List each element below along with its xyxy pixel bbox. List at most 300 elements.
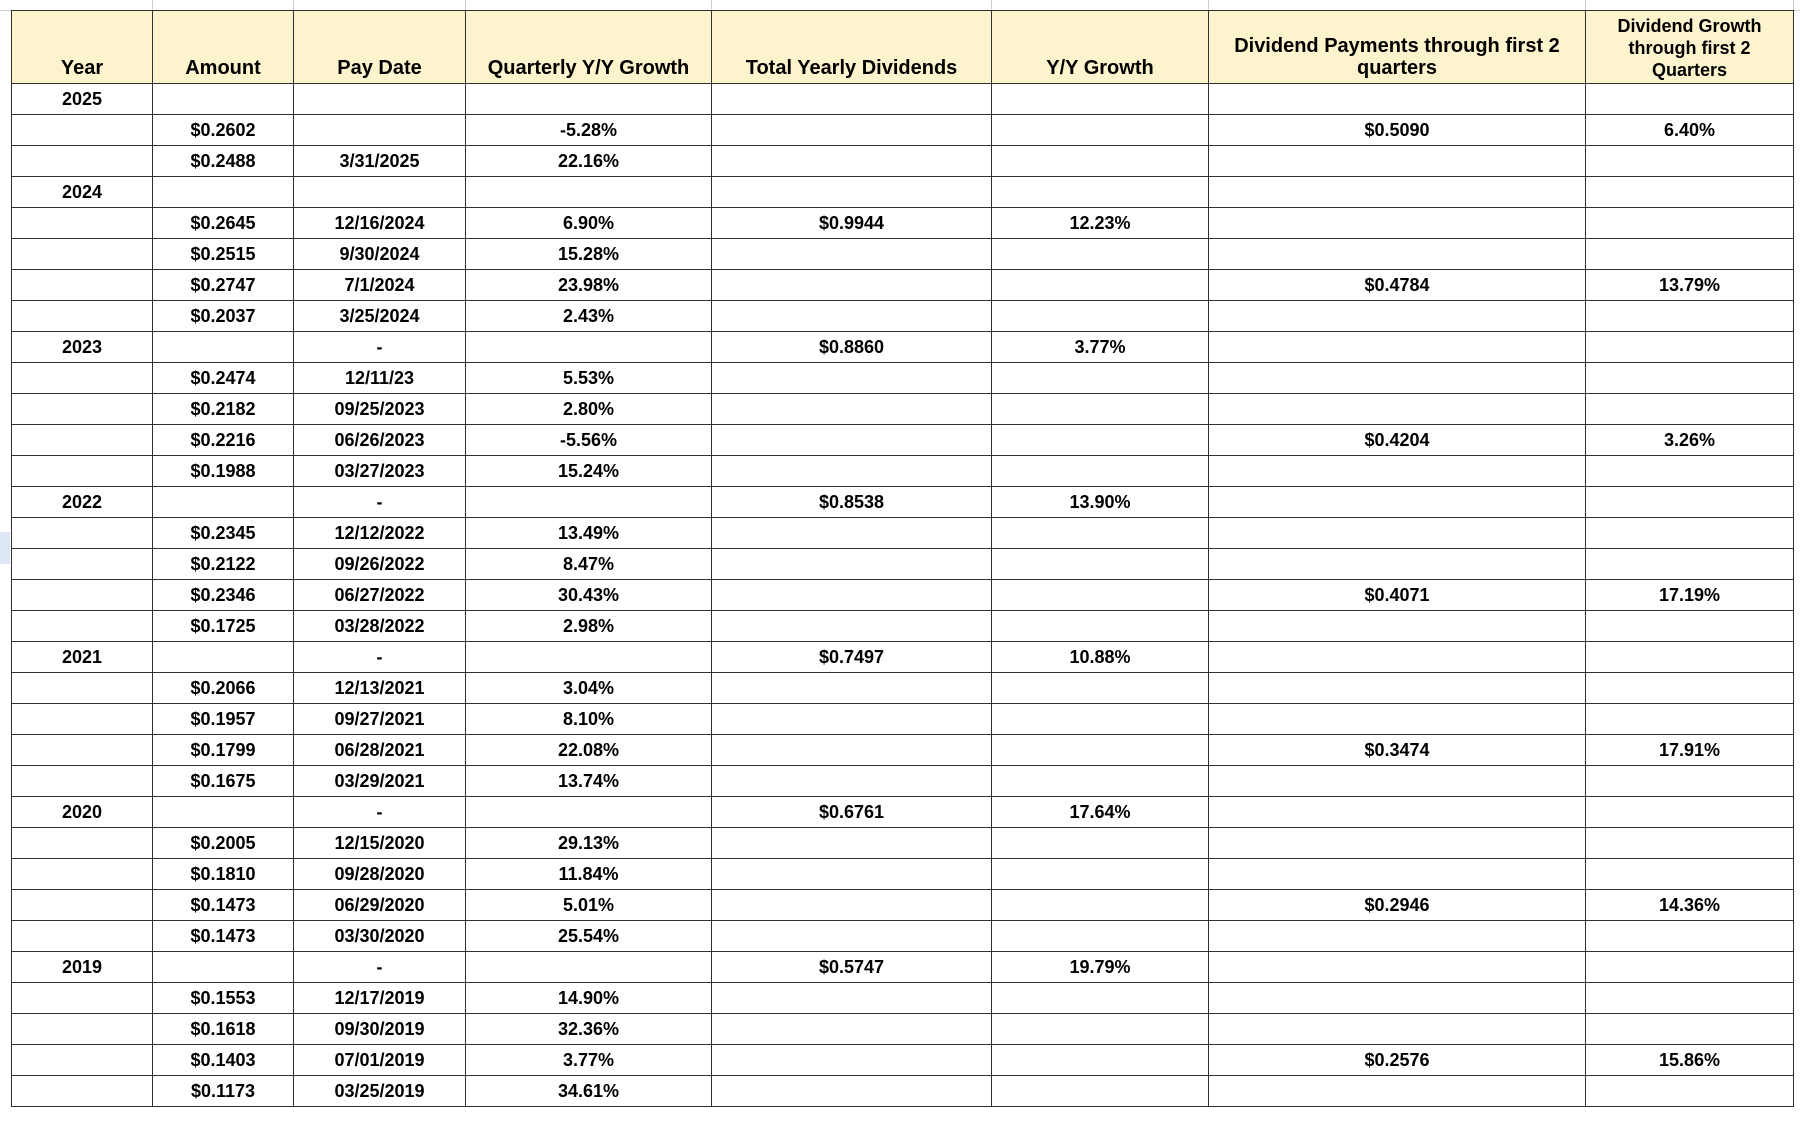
- cell-first2-payments[interactable]: [1209, 332, 1586, 363]
- cell-total-yearly-dividends[interactable]: [712, 363, 992, 394]
- header-amount[interactable]: Amount: [153, 11, 294, 84]
- cell-quarterly-growth[interactable]: [466, 332, 712, 363]
- cell-amount[interactable]: $0.1173: [153, 1076, 294, 1107]
- cell-first2-payments[interactable]: [1209, 921, 1586, 952]
- cell-quarterly-growth[interactable]: 2.43%: [466, 301, 712, 332]
- cell-yy-growth[interactable]: [992, 239, 1209, 270]
- cell-year[interactable]: [12, 425, 153, 456]
- table-row: [12, 115, 1794, 146]
- cell-first2-growth[interactable]: [1586, 177, 1794, 208]
- table-row: [12, 828, 1794, 859]
- cell-first2-payments[interactable]: [1209, 84, 1586, 115]
- cell-amount[interactable]: $0.1799: [153, 735, 294, 766]
- cell-quarterly-growth[interactable]: [466, 177, 712, 208]
- cell-first2-payments[interactable]: [1209, 673, 1586, 704]
- cell-quarterly-growth[interactable]: 30.43%: [466, 580, 712, 611]
- cell-yy-growth[interactable]: 13.90%: [992, 487, 1209, 518]
- cell-amount[interactable]: [153, 642, 294, 673]
- cell-total-yearly-dividends[interactable]: [712, 859, 992, 890]
- cell-first2-growth[interactable]: [1586, 642, 1794, 673]
- cell-yy-growth[interactable]: [992, 270, 1209, 301]
- cell-pay-date[interactable]: 06/28/2021: [294, 735, 466, 766]
- cell-yy-growth[interactable]: [992, 859, 1209, 890]
- cell-first2-payments[interactable]: [1209, 704, 1586, 735]
- cell-first2-payments[interactable]: $0.5090: [1209, 115, 1586, 146]
- table-row: [12, 673, 1794, 704]
- cell-yy-growth[interactable]: [992, 518, 1209, 549]
- cell-first2-growth[interactable]: [1586, 1076, 1794, 1107]
- column-divider: [465, 0, 466, 10]
- cell-pay-date[interactable]: 07/01/2019: [294, 1045, 466, 1076]
- cell-amount[interactable]: $0.1988: [153, 456, 294, 487]
- cell-year[interactable]: [12, 208, 153, 239]
- cell-first2-payments[interactable]: [1209, 177, 1586, 208]
- table-row: [12, 363, 1794, 394]
- cell-amount[interactable]: [153, 84, 294, 115]
- cell-amount[interactable]: $0.2474: [153, 363, 294, 394]
- table-row: [12, 487, 1794, 518]
- cell-year[interactable]: [12, 673, 153, 704]
- cell-pay-date[interactable]: 7/1/2024: [294, 270, 466, 301]
- cell-year[interactable]: [12, 270, 153, 301]
- table-row: [12, 270, 1794, 301]
- cell-pay-date[interactable]: -: [294, 797, 466, 828]
- cell-first2-growth[interactable]: [1586, 952, 1794, 983]
- cell-quarterly-growth[interactable]: [466, 642, 712, 673]
- cell-first2-growth[interactable]: [1586, 859, 1794, 890]
- cell-yy-growth[interactable]: 19.79%: [992, 952, 1209, 983]
- cell-total-yearly-dividends[interactable]: $0.9944: [712, 208, 992, 239]
- cell-yy-growth[interactable]: [992, 177, 1209, 208]
- cell-first2-growth[interactable]: 17.19%: [1586, 580, 1794, 611]
- cell-amount[interactable]: $0.2122: [153, 549, 294, 580]
- cell-year[interactable]: 2022: [12, 487, 153, 518]
- cell-first2-payments[interactable]: [1209, 983, 1586, 1014]
- cell-first2-payments[interactable]: [1209, 456, 1586, 487]
- cell-first2-growth[interactable]: 6.40%: [1586, 115, 1794, 146]
- cell-year[interactable]: [12, 518, 153, 549]
- table-row: [12, 580, 1794, 611]
- cell-year[interactable]: [12, 1076, 153, 1107]
- cell-yy-growth[interactable]: [992, 456, 1209, 487]
- cell-amount[interactable]: $0.2216: [153, 425, 294, 456]
- cell-pay-date[interactable]: 12/11/23: [294, 363, 466, 394]
- header-quarterly-growth[interactable]: Quarterly Y/Y Growth: [466, 11, 712, 84]
- cell-quarterly-growth[interactable]: 5.01%: [466, 890, 712, 921]
- cell-total-yearly-dividends[interactable]: [712, 177, 992, 208]
- cell-year[interactable]: [12, 828, 153, 859]
- cell-pay-date[interactable]: 3/31/2025: [294, 146, 466, 177]
- cell-total-yearly-dividends[interactable]: [712, 828, 992, 859]
- cell-first2-payments[interactable]: [1209, 642, 1586, 673]
- table-row: [12, 1076, 1794, 1107]
- cell-first2-growth[interactable]: [1586, 487, 1794, 518]
- cell-amount[interactable]: $0.2037: [153, 301, 294, 332]
- cell-yy-growth[interactable]: [992, 735, 1209, 766]
- cell-amount[interactable]: $0.2515: [153, 239, 294, 270]
- cell-amount[interactable]: $0.2345: [153, 518, 294, 549]
- cell-total-yearly-dividends[interactable]: [712, 766, 992, 797]
- cell-quarterly-growth[interactable]: 22.16%: [466, 146, 712, 177]
- header-first2-growth[interactable]: Dividend Growth through first 2 Quarters: [1586, 11, 1794, 84]
- cell-yy-growth[interactable]: 12.23%: [992, 208, 1209, 239]
- cell-year[interactable]: [12, 735, 153, 766]
- cell-amount[interactable]: $0.1725: [153, 611, 294, 642]
- cell-pay-date[interactable]: 3/25/2024: [294, 301, 466, 332]
- cell-pay-date[interactable]: 09/30/2019: [294, 1014, 466, 1045]
- cell-pay-date[interactable]: 03/27/2023: [294, 456, 466, 487]
- cell-pay-date[interactable]: 09/26/2022: [294, 549, 466, 580]
- cell-quarterly-growth[interactable]: 22.08%: [466, 735, 712, 766]
- cell-quarterly-growth[interactable]: 29.13%: [466, 828, 712, 859]
- column-divider: [1793, 0, 1794, 10]
- header-year[interactable]: Year: [12, 11, 153, 84]
- cell-yy-growth[interactable]: 3.77%: [992, 332, 1209, 363]
- cell-yy-growth[interactable]: [992, 983, 1209, 1014]
- table-row: [12, 239, 1794, 270]
- cell-quarterly-growth[interactable]: 8.47%: [466, 549, 712, 580]
- cell-first2-payments[interactable]: $0.2576: [1209, 1045, 1586, 1076]
- cell-amount[interactable]: $0.2645: [153, 208, 294, 239]
- table-row: [12, 983, 1794, 1014]
- cell-year[interactable]: 2025: [12, 84, 153, 115]
- table-row: [12, 611, 1794, 642]
- cell-quarterly-growth[interactable]: -5.56%: [466, 425, 712, 456]
- cell-amount[interactable]: $0.1403: [153, 1045, 294, 1076]
- cell-first2-growth[interactable]: [1586, 518, 1794, 549]
- cell-amount[interactable]: $0.1473: [153, 921, 294, 952]
- cell-first2-payments[interactable]: [1209, 797, 1586, 828]
- cell-year[interactable]: 2019: [12, 952, 153, 983]
- dividend-table: [11, 10, 1794, 1107]
- cell-yy-growth[interactable]: [992, 115, 1209, 146]
- cell-pay-date[interactable]: 12/15/2020: [294, 828, 466, 859]
- cell-first2-growth[interactable]: 13.79%: [1586, 270, 1794, 301]
- cell-year[interactable]: 2024: [12, 177, 153, 208]
- cell-pay-date[interactable]: 03/28/2022: [294, 611, 466, 642]
- cell-yy-growth[interactable]: [992, 890, 1209, 921]
- cell-total-yearly-dividends[interactable]: [712, 983, 992, 1014]
- cell-first2-payments[interactable]: [1209, 828, 1586, 859]
- cell-pay-date[interactable]: 06/27/2022: [294, 580, 466, 611]
- table-row: [12, 208, 1794, 239]
- cell-pay-date[interactable]: 09/25/2023: [294, 394, 466, 425]
- cell-amount[interactable]: [153, 177, 294, 208]
- column-divider: [152, 0, 153, 10]
- cell-pay-date[interactable]: 12/12/2022: [294, 518, 466, 549]
- column-divider: [1208, 0, 1209, 10]
- cell-first2-growth[interactable]: [1586, 549, 1794, 580]
- cell-amount[interactable]: [153, 332, 294, 363]
- cell-quarterly-growth[interactable]: 13.49%: [466, 518, 712, 549]
- cell-first2-payments[interactable]: [1209, 611, 1586, 642]
- cell-year[interactable]: [12, 921, 153, 952]
- cell-amount[interactable]: $0.2182: [153, 394, 294, 425]
- cell-amount[interactable]: [153, 952, 294, 983]
- row-header-selection-marker[interactable]: [0, 532, 10, 564]
- cell-pay-date[interactable]: [294, 115, 466, 146]
- cell-first2-payments[interactable]: [1209, 1014, 1586, 1045]
- cell-yy-growth[interactable]: [992, 921, 1209, 952]
- cell-year[interactable]: [12, 115, 153, 146]
- cell-first2-payments[interactable]: $0.2946: [1209, 890, 1586, 921]
- cell-first2-growth[interactable]: [1586, 146, 1794, 177]
- cell-total-yearly-dividends[interactable]: [712, 146, 992, 177]
- cell-quarterly-growth[interactable]: 3.04%: [466, 673, 712, 704]
- cell-pay-date[interactable]: 9/30/2024: [294, 239, 466, 270]
- column-divider: [1585, 0, 1586, 10]
- cell-total-yearly-dividends[interactable]: [712, 425, 992, 456]
- cell-quarterly-growth[interactable]: 11.84%: [466, 859, 712, 890]
- cell-amount[interactable]: $0.2488: [153, 146, 294, 177]
- cell-first2-growth[interactable]: [1586, 363, 1794, 394]
- cell-amount[interactable]: $0.2346: [153, 580, 294, 611]
- cell-pay-date[interactable]: 06/26/2023: [294, 425, 466, 456]
- cell-yy-growth[interactable]: [992, 1014, 1209, 1045]
- cell-first2-growth[interactable]: [1586, 84, 1794, 115]
- column-divider: [293, 0, 294, 10]
- cell-first2-payments[interactable]: [1209, 518, 1586, 549]
- cell-first2-growth[interactable]: [1586, 797, 1794, 828]
- cell-year[interactable]: [12, 394, 153, 425]
- cell-pay-date[interactable]: 12/17/2019: [294, 983, 466, 1014]
- cell-quarterly-growth[interactable]: 25.54%: [466, 921, 712, 952]
- cell-first2-growth[interactable]: [1586, 394, 1794, 425]
- cell-quarterly-growth[interactable]: 14.90%: [466, 983, 712, 1014]
- cell-quarterly-growth[interactable]: 2.80%: [466, 394, 712, 425]
- cell-year[interactable]: [12, 859, 153, 890]
- cell-amount[interactable]: $0.1810: [153, 859, 294, 890]
- cell-pay-date[interactable]: -: [294, 952, 466, 983]
- cell-year[interactable]: [12, 1045, 153, 1076]
- cell-yy-growth[interactable]: [992, 549, 1209, 580]
- cell-quarterly-growth[interactable]: 5.53%: [466, 363, 712, 394]
- cell-first2-growth[interactable]: [1586, 208, 1794, 239]
- cell-pay-date[interactable]: 03/30/2020: [294, 921, 466, 952]
- cell-amount[interactable]: $0.2066: [153, 673, 294, 704]
- cell-yy-growth[interactable]: 17.64%: [992, 797, 1209, 828]
- cell-total-yearly-dividends[interactable]: $0.5747: [712, 952, 992, 983]
- cell-year[interactable]: [12, 704, 153, 735]
- cell-total-yearly-dividends[interactable]: [712, 580, 992, 611]
- cell-first2-payments[interactable]: [1209, 1076, 1586, 1107]
- cell-quarterly-growth[interactable]: 34.61%: [466, 1076, 712, 1107]
- cell-year[interactable]: 2023: [12, 332, 153, 363]
- cell-first2-payments[interactable]: [1209, 952, 1586, 983]
- cell-yy-growth[interactable]: [992, 425, 1209, 456]
- header-yy-growth[interactable]: Y/Y Growth: [992, 11, 1209, 84]
- cell-amount[interactable]: $0.1957: [153, 704, 294, 735]
- cell-total-yearly-dividends[interactable]: [712, 1076, 992, 1107]
- cell-yy-growth[interactable]: 10.88%: [992, 642, 1209, 673]
- cell-first2-growth[interactable]: 17.91%: [1586, 735, 1794, 766]
- cell-total-yearly-dividends[interactable]: [712, 84, 992, 115]
- cell-amount[interactable]: $0.1553: [153, 983, 294, 1014]
- cell-quarterly-growth[interactable]: 3.77%: [466, 1045, 712, 1076]
- cell-pay-date[interactable]: 12/13/2021: [294, 673, 466, 704]
- cell-year[interactable]: [12, 456, 153, 487]
- cell-pay-date[interactable]: 09/27/2021: [294, 704, 466, 735]
- cell-total-yearly-dividends[interactable]: [712, 270, 992, 301]
- cell-pay-date[interactable]: [294, 177, 466, 208]
- header-total-yearly-dividends[interactable]: Total Yearly Dividends: [712, 11, 992, 84]
- cell-first2-growth[interactable]: [1586, 239, 1794, 270]
- cell-amount[interactable]: $0.2005: [153, 828, 294, 859]
- cell-amount[interactable]: $0.1675: [153, 766, 294, 797]
- cell-total-yearly-dividends[interactable]: [712, 735, 992, 766]
- cell-quarterly-growth[interactable]: -5.28%: [466, 115, 712, 146]
- table-row: [12, 456, 1794, 487]
- cell-yy-growth[interactable]: [992, 611, 1209, 642]
- cell-quarterly-growth[interactable]: [466, 487, 712, 518]
- cell-pay-date[interactable]: 03/29/2021: [294, 766, 466, 797]
- cell-yy-growth[interactable]: [992, 363, 1209, 394]
- cell-first2-growth[interactable]: 14.36%: [1586, 890, 1794, 921]
- cell-yy-growth[interactable]: [992, 84, 1209, 115]
- cell-pay-date[interactable]: -: [294, 332, 466, 363]
- table-body: [12, 84, 1794, 1107]
- cell-yy-growth[interactable]: [992, 301, 1209, 332]
- cell-year[interactable]: [12, 301, 153, 332]
- cell-amount[interactable]: $0.1618: [153, 1014, 294, 1045]
- cell-quarterly-growth[interactable]: [466, 952, 712, 983]
- cell-quarterly-growth[interactable]: 15.28%: [466, 239, 712, 270]
- cell-quarterly-growth[interactable]: [466, 797, 712, 828]
- cell-total-yearly-dividends[interactable]: [712, 301, 992, 332]
- cell-year[interactable]: [12, 363, 153, 394]
- cell-first2-payments[interactable]: [1209, 239, 1586, 270]
- cell-yy-growth[interactable]: [992, 704, 1209, 735]
- cell-pay-date[interactable]: [294, 84, 466, 115]
- cell-year[interactable]: [12, 549, 153, 580]
- cell-yy-growth[interactable]: [992, 1045, 1209, 1076]
- cell-total-yearly-dividends[interactable]: $0.8538: [712, 487, 992, 518]
- cell-first2-growth[interactable]: [1586, 301, 1794, 332]
- cell-yy-growth[interactable]: [992, 146, 1209, 177]
- cell-total-yearly-dividends[interactable]: [712, 394, 992, 425]
- cell-first2-growth[interactable]: 15.86%: [1586, 1045, 1794, 1076]
- cell-total-yearly-dividends[interactable]: [712, 518, 992, 549]
- cell-quarterly-growth[interactable]: [466, 84, 712, 115]
- cell-first2-payments[interactable]: $0.4071: [1209, 580, 1586, 611]
- cell-first2-growth[interactable]: [1586, 332, 1794, 363]
- cell-yy-growth[interactable]: [992, 766, 1209, 797]
- cell-total-yearly-dividends[interactable]: [712, 1014, 992, 1045]
- cell-first2-growth[interactable]: [1586, 766, 1794, 797]
- cell-year[interactable]: [12, 611, 153, 642]
- cell-pay-date[interactable]: 09/28/2020: [294, 859, 466, 890]
- cell-quarterly-growth[interactable]: 15.24%: [466, 456, 712, 487]
- cell-first2-payments[interactable]: [1209, 394, 1586, 425]
- cell-total-yearly-dividends[interactable]: [712, 921, 992, 952]
- cell-first2-growth[interactable]: [1586, 704, 1794, 735]
- cell-total-yearly-dividends[interactable]: [712, 1045, 992, 1076]
- cell-total-yearly-dividends[interactable]: $0.8860: [712, 332, 992, 363]
- cell-yy-growth[interactable]: [992, 828, 1209, 859]
- cell-pay-date[interactable]: -: [294, 487, 466, 518]
- cell-year[interactable]: [12, 766, 153, 797]
- cell-first2-payments[interactable]: $0.3474: [1209, 735, 1586, 766]
- cell-first2-growth[interactable]: [1586, 983, 1794, 1014]
- cell-first2-payments[interactable]: [1209, 208, 1586, 239]
- cell-first2-growth[interactable]: [1586, 1014, 1794, 1045]
- cell-amount[interactable]: [153, 797, 294, 828]
- table-row: [12, 146, 1794, 177]
- cell-yy-growth[interactable]: [992, 580, 1209, 611]
- table-row: [12, 518, 1794, 549]
- header-row: [12, 11, 1794, 84]
- cell-quarterly-growth[interactable]: 2.98%: [466, 611, 712, 642]
- cell-first2-payments[interactable]: [1209, 487, 1586, 518]
- cell-amount[interactable]: $0.2602: [153, 115, 294, 146]
- cell-yy-growth[interactable]: [992, 673, 1209, 704]
- cell-quarterly-growth[interactable]: 32.36%: [466, 1014, 712, 1045]
- cell-first2-growth[interactable]: [1586, 921, 1794, 952]
- cell-year[interactable]: [12, 580, 153, 611]
- cell-year[interactable]: 2021: [12, 642, 153, 673]
- cell-total-yearly-dividends[interactable]: $0.7497: [712, 642, 992, 673]
- cell-first2-growth[interactable]: [1586, 828, 1794, 859]
- cell-year[interactable]: [12, 146, 153, 177]
- cell-first2-payments[interactable]: $0.4784: [1209, 270, 1586, 301]
- cell-total-yearly-dividends[interactable]: [712, 239, 992, 270]
- header-pay-date[interactable]: Pay Date: [294, 11, 466, 84]
- table-row: [12, 704, 1794, 735]
- cell-year[interactable]: [12, 890, 153, 921]
- cell-amount[interactable]: $0.2747: [153, 270, 294, 301]
- cell-first2-growth[interactable]: [1586, 673, 1794, 704]
- header-first2-payments[interactable]: Dividend Payments through first 2 quarters: [1209, 11, 1586, 84]
- cell-yy-growth[interactable]: [992, 1076, 1209, 1107]
- cell-amount[interactable]: [153, 487, 294, 518]
- cell-quarterly-growth[interactable]: 13.74%: [466, 766, 712, 797]
- cell-first2-growth[interactable]: [1586, 611, 1794, 642]
- cell-first2-growth[interactable]: [1586, 456, 1794, 487]
- cell-quarterly-growth[interactable]: 8.10%: [466, 704, 712, 735]
- cell-first2-growth[interactable]: 3.26%: [1586, 425, 1794, 456]
- cell-pay-date[interactable]: 12/16/2024: [294, 208, 466, 239]
- cell-year[interactable]: [12, 239, 153, 270]
- table-row: [12, 84, 1794, 115]
- cell-quarterly-growth[interactable]: 6.90%: [466, 208, 712, 239]
- cell-total-yearly-dividends[interactable]: [712, 673, 992, 704]
- cell-first2-payments[interactable]: [1209, 766, 1586, 797]
- cell-total-yearly-dividends[interactable]: $0.6761: [712, 797, 992, 828]
- cell-pay-date[interactable]: 06/29/2020: [294, 890, 466, 921]
- cell-first2-payments[interactable]: $0.4204: [1209, 425, 1586, 456]
- cell-total-yearly-dividends[interactable]: [712, 704, 992, 735]
- cell-first2-payments[interactable]: [1209, 301, 1586, 332]
- cell-total-yearly-dividends[interactable]: [712, 549, 992, 580]
- table-row: [12, 394, 1794, 425]
- cell-pay-date[interactable]: 03/25/2019: [294, 1076, 466, 1107]
- cell-first2-payments[interactable]: [1209, 859, 1586, 890]
- cell-first2-payments[interactable]: [1209, 549, 1586, 580]
- cell-total-yearly-dividends[interactable]: [712, 890, 992, 921]
- cell-first2-payments[interactable]: [1209, 146, 1586, 177]
- cell-year[interactable]: [12, 1014, 153, 1045]
- cell-quarterly-growth[interactable]: 23.98%: [466, 270, 712, 301]
- cell-yy-growth[interactable]: [992, 394, 1209, 425]
- cell-total-yearly-dividends[interactable]: [712, 115, 992, 146]
- cell-total-yearly-dividends[interactable]: [712, 611, 992, 642]
- cell-amount[interactable]: $0.1473: [153, 890, 294, 921]
- cell-year[interactable]: [12, 983, 153, 1014]
- cell-first2-payments[interactable]: [1209, 363, 1586, 394]
- cell-pay-date[interactable]: -: [294, 642, 466, 673]
- cell-total-yearly-dividends[interactable]: [712, 456, 992, 487]
- cell-year[interactable]: 2020: [12, 797, 153, 828]
